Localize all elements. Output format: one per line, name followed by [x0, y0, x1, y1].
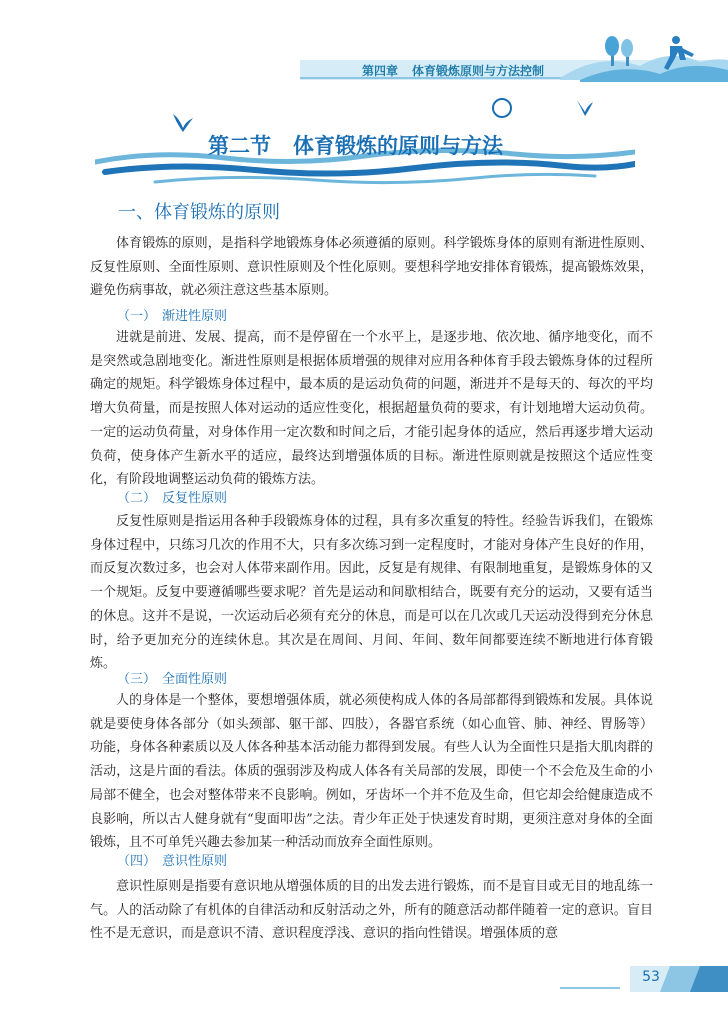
subheading-consciousness	[117, 850, 227, 870]
paragraph-comprehensive: 人的身体是一个整体，要想增强体质，就必须使构成人体的各局部都得到锻炼和发展。具体说就是要使身体各部分（如头颈部、躯干部、四肢），各器官系统（如心血管、肺、神经、胃肠等）功能，身体各种素质以及人体各种基本活动能力都得到发展。有些人认为全面性只是指大肌肉群的活动，这是片面的看法。体质的强弱涉及构成人体各有关局部的发展，即使一个不会危及生命的小局部不健全，也会对整体带来不良影响。例如，牙齿坏一个并不危及生命，但它却会给健康造成不良影响，所以古人健身就有“叟面叩齿”之法。青少年正处于快速发育时期，更须注意对身体的全面锻炼，且不可单凭兴趣去参加某一种活动而放弃全面性原则。	[90, 693, 653, 851]
subheading-progressive	[117, 305, 227, 325]
subheading-comprehensive	[117, 668, 227, 688]
subheading-title: 全面性原则	[162, 672, 228, 687]
chapter-label: 第四章	[362, 64, 399, 78]
subheading-repetition	[117, 487, 227, 507]
subheading-title: 反复性原则	[162, 491, 228, 506]
section-title	[208, 130, 548, 160]
subheading-title: 意识性原则	[162, 854, 228, 869]
subheading-prefix: （二）	[117, 491, 157, 506]
section-name: 体育锻炼的原则与方法	[293, 134, 503, 158]
paragraph-consciousness: 意识性原则是指要有意识地从增强体质的目的出发去进行锻炼，而不是盲目或无目的地乱练一气。人的活动除了有机体的自律活动和反射活动之外，所有的随意活动都伴随着一定的意识。盲目性不是无意识，而是意识不清、意识程度浮浅、意识的指向性错误。增强体质的意	[90, 879, 653, 942]
subheading-prefix: （一）	[117, 309, 157, 324]
subheading-title: 渐进性原则	[162, 309, 228, 324]
chapter-title: 体育锻炼原则与方法控制	[412, 64, 545, 78]
paragraph-progressive: 进就是前进、发展、提高，而不是停留在一个水平上，是逐步地、依次地、循序地变化，而不是突然或急剧地变化。渐进性原则是根据体质增强的规律对应用各种体育手段去锻炼身体的过程所确定的规矩。科学锻炼身体过程中，最本质的是运动负荷的问题，渐进并不是每天的、每次的平均增大负荷量，而是按照人体对运动的适应性变化，根据超量负荷的要求，有计划地增大运动负荷。一定的运动负荷量，对身体作用一定次数和时间之后，才能引起身体的适应，然后再逐步增大运动负荷，使身体产生新水平的适应，最终达到增强体质的目标。渐进性原则就是按照这个适应性变化，有阶段地调整运动负荷的锻炼方法。	[90, 330, 653, 488]
page-number: 53	[642, 969, 660, 985]
circle-ornament-icon	[493, 99, 511, 117]
section-number: 第二节	[208, 134, 271, 158]
intro-paragraph: 体育锻炼的原则，是指科学地锻炼身体必须遵循的原则。科学锻炼身体的原则有渐进性原则、反复性原则、全面性原则、意识性原则及个性化原则。要想科学地安排体育锻炼，提高锻炼效果，避免伤病事故，就必须注意这些基本原则。	[90, 236, 653, 299]
bird-icon	[173, 114, 193, 132]
chapter-header	[362, 62, 642, 80]
subheading-prefix: （三）	[117, 672, 157, 687]
subheading-prefix: （四）	[117, 854, 157, 869]
paragraph-repetition: 反复性原则是指运用各种手段锻炼身体的过程，具有多次重复的特性。经验告诉我们，在锻炼身体过程中，只练习几次的作用不大，只有多次练习到一定程度时，才能对身体产生良好的作用，而反复次数过多，也会对人体带来副作用。因此，反复是有规律、有限制地重复，是锻炼身体的又一个规矩。反复中要遵循哪些要求呢？首先是运动和间歇相结合，既要有充分的运动，又要有适当的休息。这并不是说，一次运动后必须有充分的休息，而是可以在几次或几天运动没得到充分休息时，给予更加充分的连续休息。其次是在周间、月间、年间、数年间都要连续不断地进行体育锻炼。	[90, 514, 653, 672]
bird-icon	[577, 100, 593, 116]
main-heading: 一、体育锻炼的原则	[118, 202, 280, 223]
